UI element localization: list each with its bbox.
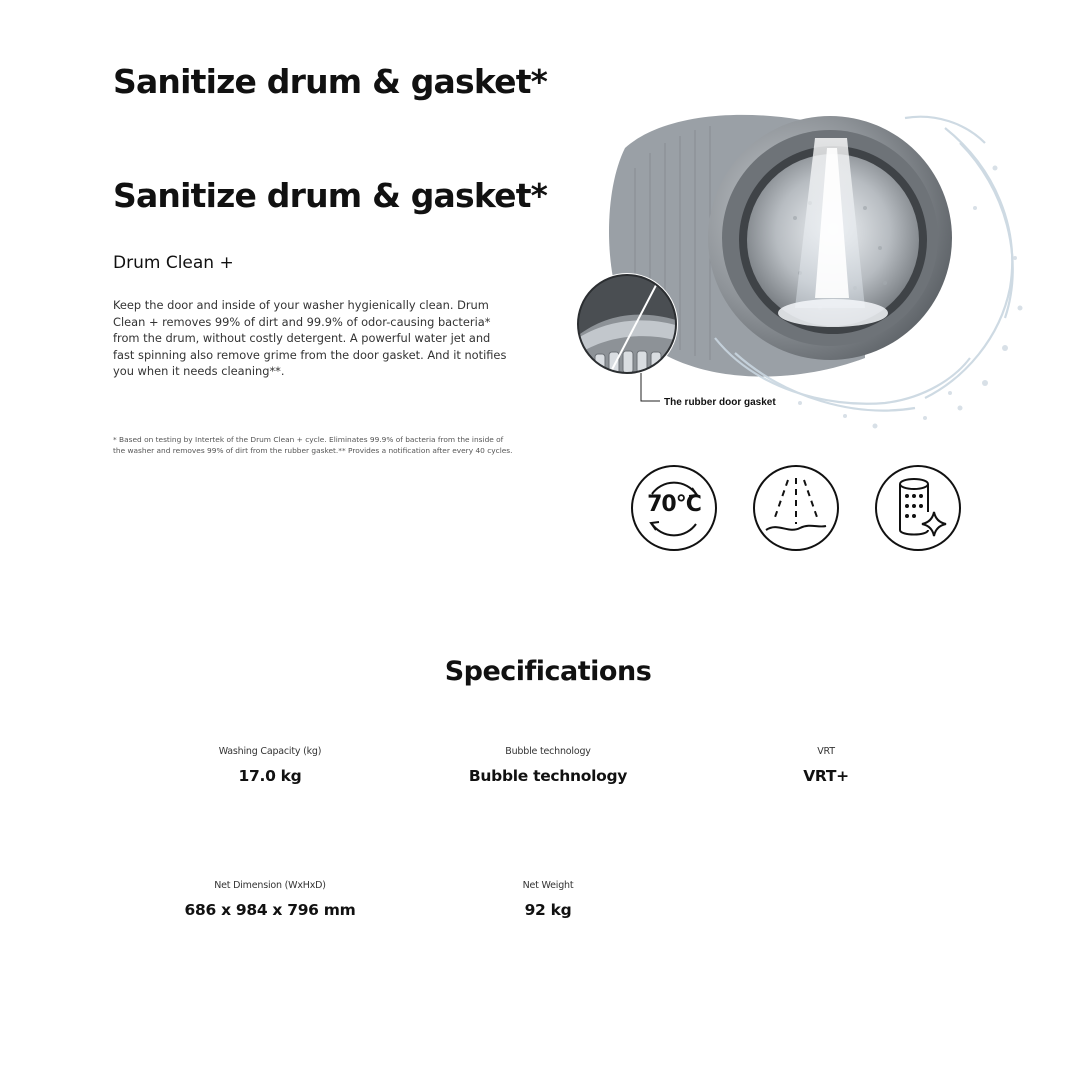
spec-value: VRT+	[803, 767, 849, 785]
spec-label: Net Weight	[522, 880, 574, 891]
specifications-title: Specifications	[444, 656, 652, 687]
feature-footnote: * Based on testing by Intertek of the Drum Clean + cycle. Eliminates 99.9% of bacteria from the inside of the washer and removes 99% of dirt from the rubber gasket.** Provides a notification after every 40 cycles.	[113, 435, 513, 455]
water-jet-icon	[752, 464, 840, 552]
feature-icon-row	[630, 464, 962, 552]
spec-net-weight	[418, 880, 678, 919]
spec-vrt	[696, 746, 956, 785]
spec-value: 17.0 kg	[238, 767, 302, 785]
spec-washing-capacity	[140, 746, 400, 785]
temperature-cycle-icon	[630, 464, 718, 552]
spec-value: 92 kg	[524, 901, 572, 919]
feature-description: Keep the door and inside of your washer hygienically clean. Drum Clean + removes 99% of dirt and 99.9% of odor-causing bacteria* from the drum, without costly detergent. A powerful water jet and fast spinning also remove grime from the door gasket. And it notifies you when it needs cleaning**.	[113, 298, 507, 379]
feature-title: Sanitize drum & gasket*	[113, 62, 548, 101]
washer-drum-image	[565, 108, 1030, 438]
spec-bubble-technology	[418, 746, 678, 785]
spec-label: Washing Capacity (kg)	[218, 746, 322, 757]
spec-label: Bubble technology	[505, 746, 591, 757]
spec-value: 686 x 984 x 796 mm	[184, 901, 356, 919]
feature-name: Drum Clean +	[113, 253, 234, 273]
drum-sparkle-icon	[874, 464, 962, 552]
spec-label: Net Dimension (WxHxD)	[214, 880, 326, 891]
spec-net-dimension	[140, 880, 400, 919]
spec-label: VRT	[817, 746, 835, 757]
spec-value: Bubble technology	[468, 767, 628, 785]
gasket-callout-label: The rubber door gasket	[664, 397, 776, 408]
temperature-label: 70°C	[647, 492, 701, 517]
feature-subtitle: Sanitize drum & gasket*	[113, 176, 548, 215]
